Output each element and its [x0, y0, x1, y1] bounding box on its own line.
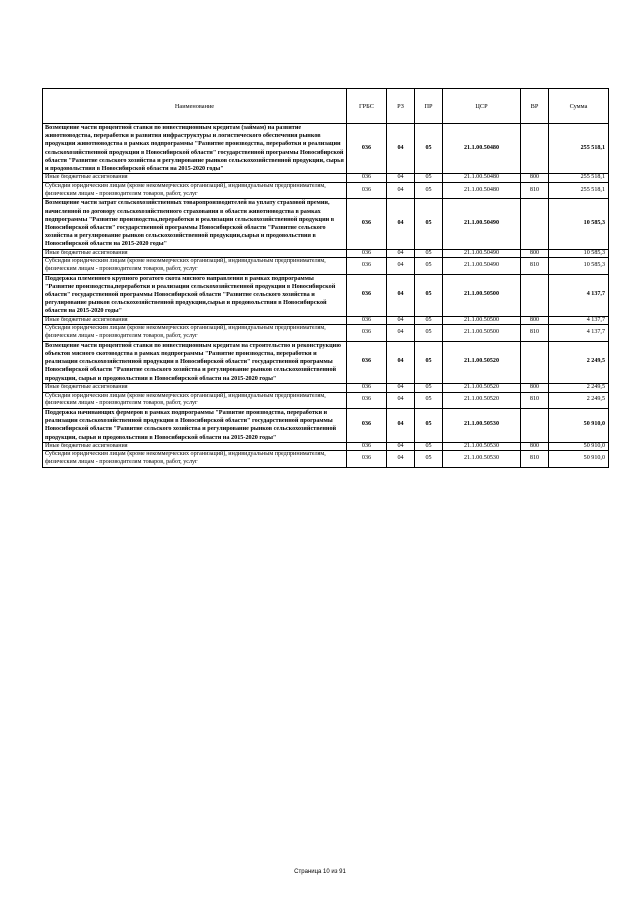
cell-name: Возмещение части процентной ставки по инвестиционным кредитам (займам) на развитие животноводства, переработки и развития инфраструктуры и логистического обеспечения рынков продукции животноводства в рамках подпрограммы "Развитие производства, переработки и реализации сельскохозяйственной продукции в Новосибирской области" государственной программы Новосибирской области "Развитие сельского хозяйства и регулирование рынков сельскохозяйственной продукции, сырья и продовольствия в Новосибирской области на 2015-2020 годы" [43, 124, 347, 174]
cell-grbs: 036 [347, 341, 387, 383]
cell-name: Иные бюджетные ассигнования [43, 316, 347, 325]
cell-grbs: 036 [347, 249, 387, 258]
table-row [43, 199, 609, 249]
page-number: Страница 10 из 91 [294, 869, 346, 875]
cell-name: Поддержка племенного крупного рогатого скота мясного направления в рамках подпрограммы "Развитие производства,переработки и реализации сельскохозяйственной продукции в Новосибирской области" государственной программы Новосибирской области "Развитие сельского хозяйства и регулирование рынков сельскохозяйственной продукции,сырья и продовольствия в Новосибирской области на 2015-2020 годы" [43, 274, 347, 316]
cell-vr: 800 [521, 249, 549, 258]
cell-name: Возмещение части процентной ставки по инвестиционным кредитам на строительство и реконструкцию объектов мясного скотоводства в рамках подпрограммы "Развитие производства, переработки и реализации сельскохозяйственной продукции в Новосибирской области" государственной программы Новосибирской области "Развитие сельского хозяйства и регулирование рынков сельскохозяйственной продукции, сырья и продовольствия в Новосибирской области на 2015-2020 годы" [43, 341, 347, 383]
cell-grbs: 036 [347, 392, 387, 408]
cell-rz: 04 [387, 325, 415, 341]
cell-rz: 04 [387, 392, 415, 408]
cell-csr: 21.1.00.50530 [443, 451, 521, 467]
cell-grbs: 036 [347, 199, 387, 249]
cell-csr: 21.1.00.50520 [443, 383, 521, 392]
table-row [43, 274, 609, 316]
cell-sum: 2 249,5 [549, 392, 609, 408]
cell-sum: 50 910,0 [549, 408, 609, 442]
cell-csr: 21.1.00.50500 [443, 325, 521, 341]
cell-vr: 800 [521, 442, 549, 451]
cell-csr: 21.1.00.50490 [443, 258, 521, 274]
cell-grbs: 036 [347, 316, 387, 325]
cell-grbs: 036 [347, 124, 387, 174]
cell-grbs: 036 [347, 442, 387, 451]
table-row [43, 249, 609, 258]
cell-vr: 800 [521, 383, 549, 392]
cell-csr: 21.1.00.50490 [443, 199, 521, 249]
cell-pr: 05 [415, 316, 443, 325]
header-name: Наименование [43, 89, 347, 124]
cell-pr: 05 [415, 325, 443, 341]
cell-rz: 04 [387, 408, 415, 442]
cell-rz: 04 [387, 174, 415, 183]
table-row [43, 383, 609, 392]
header-vr: ВР [521, 89, 549, 124]
cell-sum: 10 585,3 [549, 258, 609, 274]
cell-sum: 4 137,7 [549, 274, 609, 316]
cell-pr: 05 [415, 408, 443, 442]
header-rz: РЗ [387, 89, 415, 124]
table-row [43, 124, 609, 174]
cell-sum: 2 249,5 [549, 383, 609, 392]
cell-rz: 04 [387, 249, 415, 258]
cell-name: Субсидии юридическим лицам (кроме некоммерческих организаций), индивидуальным предпринимателям, физическим лицам - производителям товаров, работ, услуг [43, 392, 347, 408]
cell-csr: 21.1.00.50520 [443, 341, 521, 383]
cell-rz: 04 [387, 199, 415, 249]
header-pr: ПР [415, 89, 443, 124]
cell-grbs: 036 [347, 274, 387, 316]
cell-vr: 800 [521, 174, 549, 183]
budget-table [42, 88, 609, 468]
cell-pr: 05 [415, 451, 443, 467]
cell-rz: 04 [387, 383, 415, 392]
cell-sum: 50 910,0 [549, 442, 609, 451]
cell-sum: 255 518,1 [549, 174, 609, 183]
cell-vr [521, 124, 549, 174]
cell-grbs: 036 [347, 258, 387, 274]
cell-vr [521, 408, 549, 442]
cell-rz: 04 [387, 274, 415, 316]
cell-rz: 04 [387, 341, 415, 383]
cell-vr [521, 199, 549, 249]
cell-vr [521, 341, 549, 383]
cell-csr: 21.1.00.50500 [443, 316, 521, 325]
budget-table-sheet [42, 88, 608, 468]
cell-rz: 04 [387, 442, 415, 451]
cell-pr: 05 [415, 442, 443, 451]
cell-vr [521, 274, 549, 316]
cell-name: Субсидии юридическим лицам (кроме некоммерческих организаций), индивидуальным предпринимателям, физическим лицам - производителям товаров, работ, услуг [43, 182, 347, 198]
cell-grbs: 036 [347, 174, 387, 183]
cell-name: Иные бюджетные ассигнования [43, 174, 347, 183]
cell-rz: 04 [387, 182, 415, 198]
table-row [43, 451, 609, 467]
cell-pr: 05 [415, 392, 443, 408]
cell-sum: 255 518,1 [549, 182, 609, 198]
cell-sum: 10 585,3 [549, 199, 609, 249]
table-row [43, 325, 609, 341]
cell-rz: 04 [387, 124, 415, 174]
cell-grbs: 036 [347, 383, 387, 392]
cell-pr: 05 [415, 182, 443, 198]
cell-grbs: 036 [347, 325, 387, 341]
table-row [43, 182, 609, 198]
cell-sum: 4 137,7 [549, 316, 609, 325]
table-row [43, 392, 609, 408]
header-sum: Сумма [549, 89, 609, 124]
cell-pr: 05 [415, 258, 443, 274]
table-body [43, 124, 609, 468]
cell-grbs: 036 [347, 408, 387, 442]
cell-name: Субсидии юридическим лицам (кроме некоммерческих организаций), индивидуальным предпринимателям, физическим лицам - производителям товаров, работ, услуг [43, 258, 347, 274]
header-csr: ЦСР [443, 89, 521, 124]
cell-sum: 2 249,5 [549, 341, 609, 383]
table-row [43, 174, 609, 183]
cell-vr: 800 [521, 316, 549, 325]
cell-rz: 04 [387, 316, 415, 325]
cell-name: Возмещение части затрат сельскохозяйственных товаропроизводителей на уплату страховой премии, начисленной по договору сельскохозяйственного страхования в области животноводства в рамках подпрограммы "Развитие производства,переработки и реализации сельскохозяйственной продукции в Новосибирской области" государственной программы Новосибирской области "Развитие сельского хозяйства и регулирование рынков сельскохозяйственной продукции,сырья и продовольствия в Новосибирской области на 2015-2020 годы" [43, 199, 347, 249]
cell-pr: 05 [415, 383, 443, 392]
cell-csr: 21.1.00.50480 [443, 182, 521, 198]
cell-rz: 04 [387, 451, 415, 467]
cell-vr: 810 [521, 392, 549, 408]
header-grbs: ГРБС [347, 89, 387, 124]
cell-pr: 05 [415, 124, 443, 174]
table-row [43, 258, 609, 274]
table-header-row [43, 89, 609, 124]
table-row [43, 408, 609, 442]
cell-name: Иные бюджетные ассигнования [43, 442, 347, 451]
cell-pr: 05 [415, 199, 443, 249]
cell-name: Поддержка начинающих фермеров в рамках подпрограммы "Развитие производства, переработки и реализации сельскохозяйственной продукции в Новосибирской области" государственной программы Новосибирской области "Развитие сельского хозяйства и регулирование рынков сельскохозяйственной продукции, сырья и продовольствия в Новосибирской области на 2015-2020 годы" [43, 408, 347, 442]
cell-vr: 810 [521, 182, 549, 198]
cell-sum: 4 137,7 [549, 325, 609, 341]
cell-csr: 21.1.00.50480 [443, 124, 521, 174]
cell-vr: 810 [521, 325, 549, 341]
table-row [43, 316, 609, 325]
cell-csr: 21.1.00.50530 [443, 408, 521, 442]
cell-pr: 05 [415, 249, 443, 258]
cell-grbs: 036 [347, 451, 387, 467]
cell-sum: 10 585,3 [549, 249, 609, 258]
cell-sum: 255 518,1 [549, 124, 609, 174]
cell-rz: 04 [387, 258, 415, 274]
cell-name: Субсидии юридическим лицам (кроме некоммерческих организаций), индивидуальным предпринимателям, физическим лицам - производителям товаров, работ, услуг [43, 451, 347, 467]
cell-pr: 05 [415, 174, 443, 183]
cell-vr: 810 [521, 258, 549, 274]
cell-csr: 21.1.00.50480 [443, 174, 521, 183]
table-row [43, 341, 609, 383]
cell-csr: 21.1.00.50520 [443, 392, 521, 408]
cell-name: Иные бюджетные ассигнования [43, 249, 347, 258]
cell-csr: 21.1.00.50530 [443, 442, 521, 451]
table-row [43, 442, 609, 451]
cell-pr: 05 [415, 274, 443, 316]
cell-grbs: 036 [347, 182, 387, 198]
cell-vr: 810 [521, 451, 549, 467]
cell-name: Субсидии юридическим лицам (кроме некоммерческих организаций), индивидуальным предпринимателям, физическим лицам - производителям товаров, работ, услуг [43, 325, 347, 341]
cell-csr: 21.1.00.50500 [443, 274, 521, 316]
cell-pr: 05 [415, 341, 443, 383]
cell-csr: 21.1.00.50490 [443, 249, 521, 258]
cell-sum: 50 910,0 [549, 451, 609, 467]
cell-name: Иные бюджетные ассигнования [43, 383, 347, 392]
